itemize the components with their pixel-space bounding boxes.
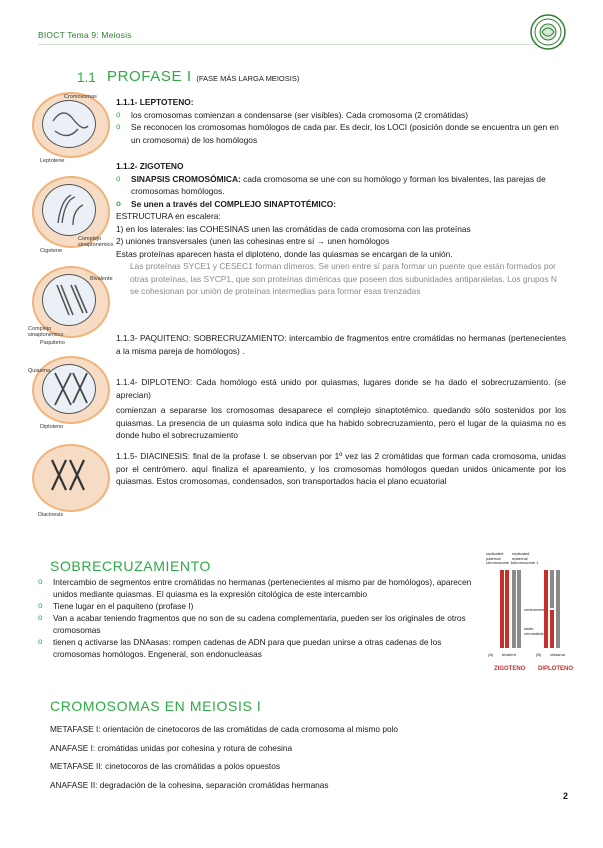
chromatid-a1 <box>500 570 504 648</box>
cromosomas-line-4: ANAFASE II: degradación de la cohesina, separación cromátidas hermanas <box>50 779 329 790</box>
zigoteno-block <box>116 160 566 298</box>
crossover-figure <box>486 552 572 682</box>
chromatid-b3 <box>550 610 554 648</box>
leptoteno-bullet-1: o los cromosomas comienzan a condensarse (ser visibles). Cada cromosoma (2 cromátidas) <box>116 109 566 122</box>
cromosomas-line-3: METAFASE II: cinetocoros de las cromátidas a polos opuestos <box>50 761 280 771</box>
zigoteno-line-3: 2) uniones transversales (unen las cohesinas entre sí → unen homólogos <box>116 236 390 246</box>
paquiteno-text: 1.1.3- PAQUITENO: SOBRECRUZAMIENTO: intercambio de fragmentos entre cromátidas no hermanas (pertenecientes a la misma pareja de homólogos) . <box>116 333 566 356</box>
zigoteno-line-2: 1) en los laterales: las COHESINAS unen las cromátidas de cada cromosoma con las proteínas <box>116 223 471 234</box>
label-paquiteno: Paquiteno <box>40 340 65 346</box>
label-quiasma: Quiasma <box>28 368 51 374</box>
zigoteno-title: 1.1.2- ZIGOTENO <box>116 161 184 171</box>
university-logo <box>530 14 566 50</box>
label-zigoteno: ZIGOTENO <box>494 666 526 672</box>
label-complejo: Complejo sinaptonémico <box>78 236 114 248</box>
section-number: 1.1 <box>77 70 96 85</box>
label-centromere: centromere <box>524 607 545 612</box>
diacinesis-chromosomes <box>42 454 94 498</box>
cigotene-nucleus <box>42 184 96 236</box>
cromosomas-line-1: METAFASE I: orientación de cinetocoros de las cromátidas de cada cromosoma al mismo polo <box>50 724 399 734</box>
zigoteno-grey-note: Las proteínas SYCE1 y CESEC1 forman dímeros. Se unen entre sí para formar un puente que están formados por otras proteínas, las SYCP1, que son proteínas diméricas que poseen dos subunidades antiparalelas. Los grupos N se cohesionan por unión de proteínas intermedias para formar esas trenzadas <box>130 261 557 296</box>
label-diacinesis: Diacinesis <box>38 512 64 518</box>
label-panel-a: (A) <box>488 652 494 657</box>
diploteno-nucleus <box>42 364 96 414</box>
zigoteno-line-4: Estas proteínas aparecen hasta el diploteno, donde las quiasmas se encargan de la unión. <box>116 248 453 259</box>
sobrecruzamiento-item-3: o Van a acabar teniendo fragmentos que no son de su cadena complementaria, pueden ser los originales de otros cromosomas <box>38 612 474 636</box>
header-divider <box>38 44 563 45</box>
chromatid-a2 <box>505 570 509 648</box>
diacinesis-text: 1.1.5- DIACINESIS: final de la profase I. se observan por 1º vez las 2 cromátidas que forman cada cromosoma, unidas por el centrómero. aquí finaliza el apareamiento, y los cromosomas homólogos quedan unidos únicamente por los quiasmas. Estos cromosomas, condensados, son transportados hacia el plano ecuatorial <box>116 451 566 486</box>
label-chiasma: chiasma <box>550 652 565 657</box>
label-cigotene: Cigotene <box>40 248 63 254</box>
prophase-figure <box>28 88 114 588</box>
label-replicated-paternal: replicated paternal chromosome 1 <box>486 551 513 565</box>
label-diploteno: Diploteno <box>40 424 64 430</box>
page-number: 2 <box>563 791 569 801</box>
chromatid-b4 <box>556 570 560 648</box>
label-replicated-maternal: replicated maternal chromosome 1 <box>512 551 539 565</box>
zigoteno-bullet-2: o Se unen a través del COMPLEJO SINAPTOTÉMICO: <box>116 198 566 211</box>
cromosomas-title: CROMOSOMAS EN MEIOSIS I <box>50 698 262 714</box>
label-bivalent: bivalent <box>502 652 516 657</box>
sobrecruzamiento-list <box>38 576 474 660</box>
label-leptotene: Leptotene <box>40 158 65 164</box>
label-complejo2: Complejo sinaptonémico <box>28 326 64 338</box>
sobrecruzamiento-item-2: o Tiene lugar en el paquiteno (profase I) <box>38 600 474 612</box>
sobrecruzamiento-item-1: o Intercambio de segmentos entre cromátidas no hermanas (pertenecientes al mismo par de homólogos), aparecen unidos mediante quiasmas. El quiasma es la expresión citológica de este intercambio <box>38 576 474 600</box>
sobrecruzamiento-item-4: o tienen q activarse las DNAasas: rompen cadenas de ADN para que puedan unirse a otras cadenas de los cromosomas homólogos. Engeneral, son endonucleasas <box>38 636 474 660</box>
leptotene-nucleus <box>42 100 96 148</box>
diploteno-text-2: comienzan a separarse los cromosomas desaparece el complejo sinaptotémico. quedando sólo sostenidos por los quiasmas. La presencia de un quiasma solo indica que ha habido sobrecruzamiento, pero el lugar de la quiasma no es donde hubo el sobrecruzamiento <box>116 405 566 440</box>
label-sister-chromatids: sister chromatids <box>524 626 544 636</box>
leptoteno-block <box>116 96 566 146</box>
chromatid-b2 <box>550 570 554 608</box>
diploteno-text: 1.1.4- DIPLOTENO: Cada homólogo está unido por quiasmas, lugares donde se ha dado el sobrecruzamiento. (se aprecian) <box>116 377 566 400</box>
running-header: BIOCT Tema 9: Meiosis <box>38 30 132 40</box>
zigoteno-line-1: ESTRUCTURA en escalera: <box>116 211 221 221</box>
zigoteno-bullet-1: o SINAPSIS CROMOSÓMICA: cada cromosoma se une con su homólogo y forman los bivalentes, las parejas de cromosomas homólogos. <box>116 173 566 198</box>
leptoteno-bullet-2: o Se reconocen los cromosomas homólogos de cada par. Es decir, los LOCI (posición donde se encuentra un gen en un cromosoma) de los homólogos <box>116 121 566 146</box>
chromatid-a3 <box>512 570 516 648</box>
paquiteno-nucleus <box>42 274 96 326</box>
section-note: (FASE MÁS LARGA MEIOSIS) <box>196 74 300 83</box>
section-title: PROFASE I (FASE MÁS LARGA MEIOSIS) <box>107 68 300 85</box>
label-panel-b: (B) <box>536 652 542 657</box>
chromatid-a4 <box>517 570 521 648</box>
sobrecruzamiento-title: SOBRECRUZAMIENTO <box>50 558 212 574</box>
label-bivalente: Bivalente <box>90 276 113 282</box>
leptoteno-title: 1.1.1- LEPTOTENO: <box>116 97 194 107</box>
cromosomas-line-2: ANAFASE I: cromátidas unidas por cohesina y rotura de cohesina <box>50 742 293 753</box>
label-cromosomas: Cromosomas <box>64 94 97 100</box>
label-diploteno-fig: DIPLOTENO <box>538 666 574 672</box>
chromatid-b1 <box>544 570 548 648</box>
cromosomas-list <box>50 720 560 794</box>
